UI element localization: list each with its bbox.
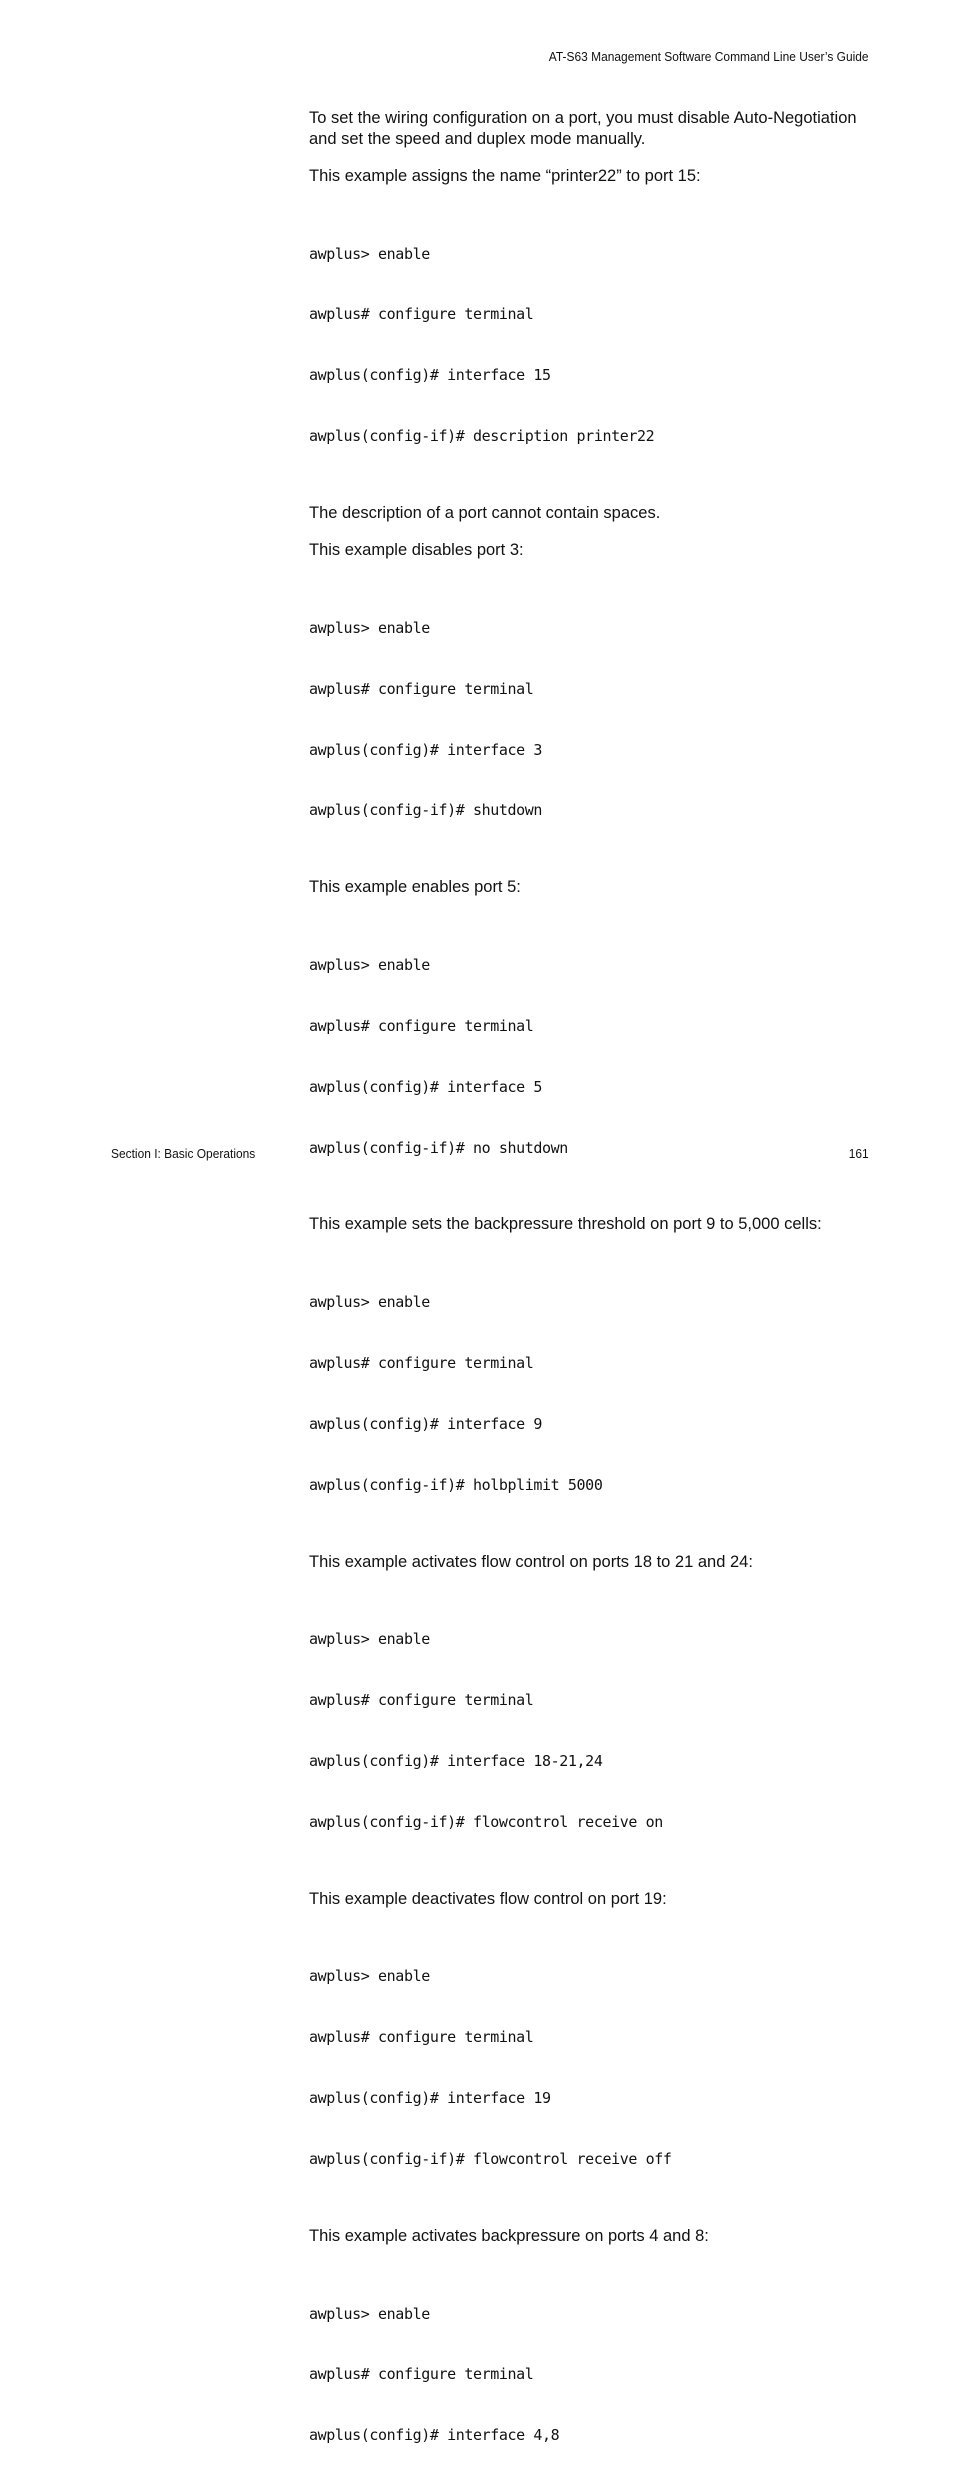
example-1-description: This example assigns the name “printer22” to port 15: <box>309 167 701 185</box>
example-5-description: This example activates flow control on ports 18 to 21 and 24: <box>309 1552 753 1571</box>
code-line: awplus(config)# interface 5 <box>309 1077 543 1096</box>
footer-section-label: Section I: Basic Operations <box>111 1146 256 1161</box>
intro-paragraph: To set the wiring configuration on a port, you must disable Auto-Negotiation and set the speed and duplex mode manually. <box>309 109 857 148</box>
code-line: awplus> enable <box>309 244 430 263</box>
code-line: awplus# configure terminal <box>309 1016 534 1035</box>
code-line: awplus(config)# interface 18-21,24 <box>309 1752 603 1770</box>
code-line: awplus(config-if)# no shutdown <box>309 1138 568 1157</box>
code-line: awplus(config-if)# shutdown <box>309 801 543 820</box>
code-line: awplus# configure terminal <box>309 679 534 698</box>
code-line: awplus(config-if)# holbplimit 5000 <box>309 1475 603 1494</box>
example-7-code-block <box>309 2263 869 2470</box>
example-2-code-block <box>309 577 869 861</box>
code-line: awplus# configure terminal <box>309 305 534 324</box>
example-6-description: This example deactivates flow control on port 19: <box>309 1889 667 1908</box>
code-line: awplus# configure terminal <box>309 2028 534 2047</box>
code-line: awplus> enable <box>309 1967 430 1986</box>
code-line: awplus> enable <box>309 1630 430 1649</box>
running-header: AT-S63 Management Software Command Line User’s Guide <box>549 49 869 64</box>
code-line: awplus(config-if)# description printer22 <box>309 427 655 446</box>
code-line: awplus(config)# interface 3 <box>309 740 543 759</box>
example-2-description: This example disables port 3: <box>309 541 524 560</box>
example-4-description: This example sets the backpressure threshold on port 9 to 5,000 cells: <box>309 1215 822 1234</box>
code-line: awplus(config-if)# flowcontrol receive off <box>309 2150 672 2169</box>
example-3-description: This example enables port 5: <box>309 878 521 897</box>
page-content <box>309 108 869 2470</box>
code-line: awplus# configure terminal <box>309 2365 534 2384</box>
code-line: awplus# configure terminal <box>309 1691 534 1710</box>
code-line: awplus# configure terminal <box>309 1353 534 1372</box>
code-line: awplus> enable <box>309 618 430 637</box>
code-line: awplus> enable <box>309 2304 430 2323</box>
page-number: 161 <box>849 1146 869 1161</box>
code-line: awplus(config)# interface 15 <box>309 366 551 385</box>
code-line: awplus(config-if)# flowcontrol receive on <box>309 1812 663 1831</box>
code-line: awplus(config)# interface 19 <box>309 2089 551 2108</box>
code-line: awplus(config)# interface 4,8 <box>309 2426 560 2445</box>
example-5-code-block <box>309 1589 869 1873</box>
code-line: awplus(config)# interface 9 <box>309 1414 543 1433</box>
example-4-code-block <box>309 1251 869 1535</box>
note-paragraph: The description of a port cannot contain spaces. <box>309 504 661 523</box>
example-7-description: This example activates backpressure on ports 4 and 8: <box>309 2226 709 2245</box>
code-line: awplus> enable <box>309 1293 430 1312</box>
code-line: awplus> enable <box>309 955 430 974</box>
example-1-code-block <box>309 203 869 487</box>
example-3-code-block <box>309 914 869 1198</box>
example-6-code-block <box>309 1926 869 2210</box>
